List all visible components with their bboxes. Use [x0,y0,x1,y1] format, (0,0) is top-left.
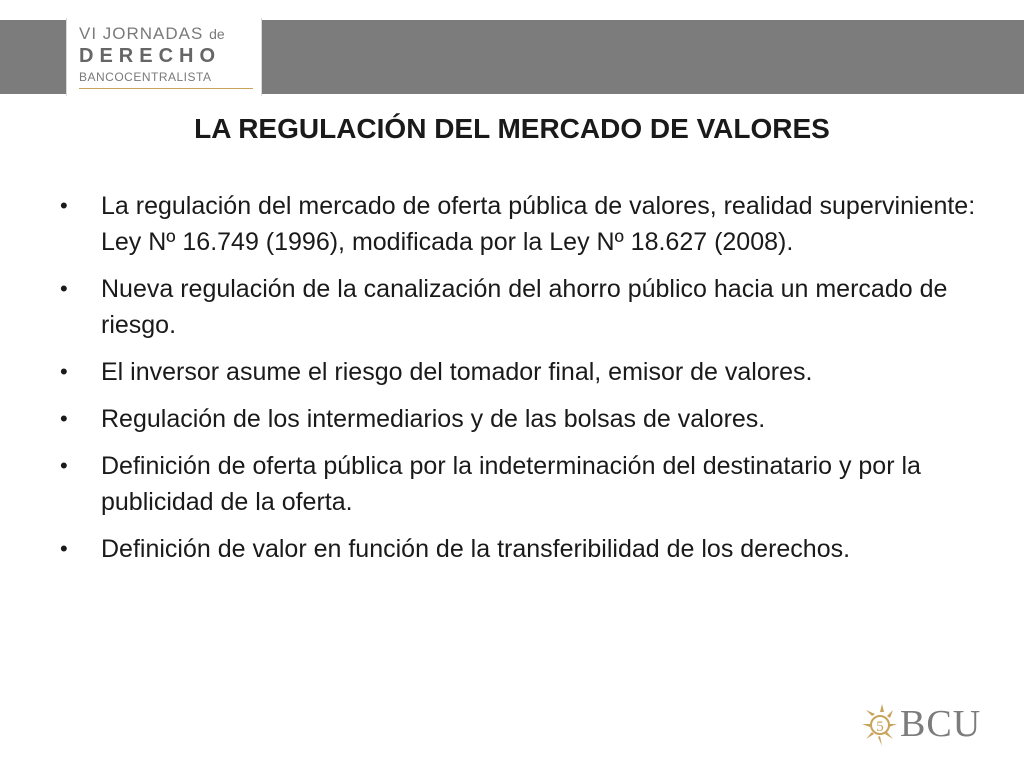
bullet-text: Regulación de los intermediarios y de las bolsas de valores. [101,405,766,433]
bullet-item [60,401,980,437]
bullet-item [60,531,980,567]
bullet-marker: • [60,276,68,301]
bullet-text: El inversor asume el riesgo del tomador final, emisor de valores. [101,358,813,386]
logo-line2: DERECHO [79,45,222,67]
logo-line1-text: VI JORNADAS [79,24,204,43]
logo-underline [79,88,253,89]
emblem-digit: 5 [876,719,884,735]
logo-line1-suffix: de [209,26,225,42]
bullet-item [60,354,980,390]
bullet-text: Definición de valor en función de la transferibilidad de los derechos. [101,535,851,563]
event-logo [66,18,262,96]
bullet-item [60,448,980,520]
bullet-marker: • [60,359,68,384]
bullet-text: La regulación del mercado de oferta pública de valores, realidad superviniente: Ley Nº 16.749 (1996), modificada por la Ley Nº 18.627 (2008). [101,192,976,256]
logo-line3: BANCOCENTRALISTA [79,70,212,84]
bullet-list [60,188,980,578]
bcu-logo [862,700,1002,750]
sun-emblem-icon [862,702,898,748]
bullet-marker: • [60,193,68,218]
bullet-text: Definición de oferta pública por la indeterminación del destinatario y por la publicidad de la oferta. [101,452,921,516]
slide-title: LA REGULACIÓN DEL MERCADO DE VALORES [194,113,830,144]
bullet-marker: • [60,536,68,561]
logo-line1 [79,24,225,44]
bullet-text: Nueva regulación de la canalización del ahorro público hacia un mercado de riesgo. [101,275,948,339]
bullet-marker: • [60,453,68,478]
bullet-marker: • [60,406,68,431]
bullet-item [60,188,980,260]
bcu-logo-text: BCU [900,703,982,745]
bullet-item [60,271,980,343]
